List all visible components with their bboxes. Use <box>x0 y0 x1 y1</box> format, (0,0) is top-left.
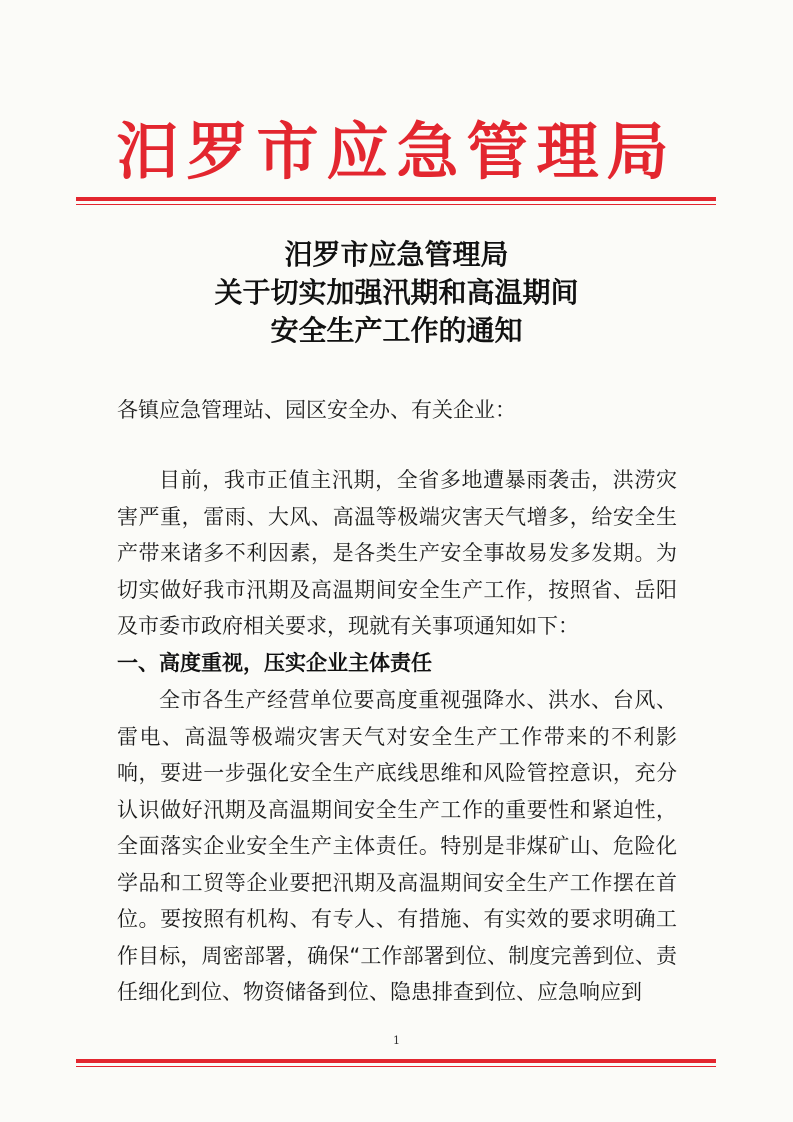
intro-paragraph: 目前，我市正值主汛期，全省多地遭暴雨袭击，洪涝灾害严重，雷雨、大风、高温等极端灾害天气增多，给安全生产带来诸多不利因素，是各类生产安全事故易发多发期。为切实做好我市汛期及高温期间安全生产工作，按照省、岳阳及市委市政府相关要求，现就有关事项通知如下： <box>117 468 677 638</box>
section-1-paragraph: 全市各生产经营单位要高度重视强降水、洪水、台风、雷电、高温等极端灾害天气对安全生产工作带来的不利影响，要进一步强化安全生产底线思维和风险管控意识，充分认识做好汛期及高温期间安全生产工作的重要性和紧迫性，全面落实企业安全生产主体责任。特别是非煤矿山、危险化学品和工贸等企业要把汛期及高温期间安全生产工作摆在首位。要按照有机构、有专人、有措施、有实效的要求明确工作目标，周密部署，确保“工作部署到位、制度完善到位、责任细化到位、物资储备到位、隐患排查到位、应急响应到 <box>117 688 677 1004</box>
agency-letterhead: 汨罗市应急管理局 <box>116 115 677 188</box>
title-line-2: 关于切实加强汛期和高温期间 <box>214 276 579 309</box>
footer-divider <box>76 1059 716 1067</box>
title-line-3: 安全生产工作的通知 <box>270 314 523 347</box>
document-title <box>60 236 733 350</box>
salutation: 各镇应急管理站、园区安全办、有关企业： <box>117 398 516 422</box>
letterhead-divider <box>76 197 716 205</box>
title-line-1: 汨罗市应急管理局 <box>284 238 509 271</box>
section-1-heading: 一、高度重视，压实企业主体责任 <box>117 651 432 675</box>
page-number: 1 <box>393 1034 400 1047</box>
